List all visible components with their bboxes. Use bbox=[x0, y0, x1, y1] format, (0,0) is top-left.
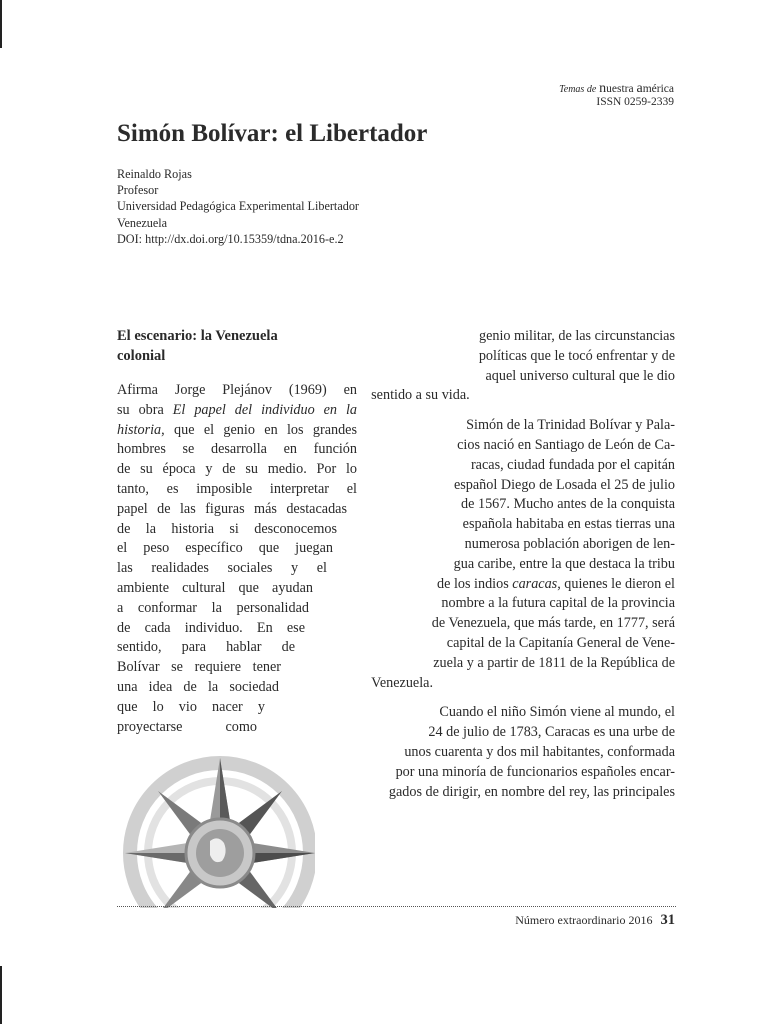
paragraph-2 bbox=[371, 416, 675, 693]
body-paragraph bbox=[117, 381, 357, 737]
paragraph-1 bbox=[371, 327, 675, 406]
text-line: de su época y de su medio. Por lo bbox=[117, 461, 357, 478]
text-line: proyectarse como bbox=[117, 718, 257, 735]
text-line: por una minoría de funcionarios españoles encar- bbox=[395, 763, 675, 780]
text-line: papel de las figuras más destacadas bbox=[117, 500, 347, 517]
page-number: 31 bbox=[660, 912, 675, 928]
section-heading-line2: colonial bbox=[117, 347, 166, 364]
text-fragment: , que el genio en los grandes bbox=[161, 421, 357, 438]
journal-name-a: a bbox=[636, 81, 643, 96]
text-line: que lo vio nacer y bbox=[117, 698, 265, 715]
text-line: a conformar la personalidad bbox=[117, 599, 309, 616]
book-title: El papel del individuo en la bbox=[172, 401, 358, 418]
section-heading-line1: El escenario: la Venezuela bbox=[117, 328, 278, 344]
text-line: de 1567. Mucho antes de la conquista bbox=[461, 496, 675, 513]
text-line: políticas que le tocó enfrentar y de bbox=[478, 347, 675, 364]
text-line: español Diego de Losada el 25 de julio bbox=[453, 476, 675, 493]
issn: ISSN 0259-2339 bbox=[596, 96, 674, 108]
journal-name bbox=[559, 82, 674, 96]
issue-label: Número extraordinario 2016 bbox=[515, 913, 653, 927]
text-fragment: su obra bbox=[117, 401, 164, 418]
paragraph-gap bbox=[371, 693, 675, 703]
journal-header bbox=[559, 82, 674, 109]
page-footer bbox=[515, 912, 675, 929]
text-line: Venezuela. bbox=[371, 674, 433, 691]
text-fragment: de los indios bbox=[437, 575, 513, 592]
text-line: hombres se desarrolla en función bbox=[117, 441, 357, 458]
text-line: Bolívar se requiere tener bbox=[117, 659, 281, 676]
article-title: Simón Bolívar: el Libertador bbox=[117, 120, 428, 147]
journal-name-italic: Temas de bbox=[559, 84, 597, 95]
text-line: de Venezuela, que más tarde, en 1777, será bbox=[431, 615, 675, 632]
paragraph-3 bbox=[371, 703, 675, 802]
author-role: Profesor bbox=[117, 183, 159, 198]
author-institution: Universidad Pedagógica Experimental Libertador bbox=[117, 199, 359, 214]
text-fragment: , quienes le dieron el bbox=[557, 575, 675, 592]
text-line bbox=[371, 575, 675, 595]
text-line: sentido, para hablar de bbox=[117, 639, 295, 656]
text-line: Afirma Jorge Plejánov (1969) en bbox=[117, 382, 357, 398]
text-line: española habitaba en estas tierras una bbox=[462, 516, 675, 533]
doi-link[interactable]: DOI: http://dx.doi.org/10.15359/tdna.2016-e.2 bbox=[117, 231, 344, 246]
text-line bbox=[117, 401, 357, 421]
section-heading bbox=[117, 327, 357, 366]
crop-mark-top bbox=[0, 0, 2, 48]
text-line: de cada individuo. En ese bbox=[117, 619, 305, 636]
book-title-end: historia bbox=[117, 421, 162, 438]
author-block bbox=[117, 166, 359, 247]
text-line: unos cuarenta y dos mil habitantes, conformada bbox=[404, 743, 675, 760]
text-line: las realidades sociales y el bbox=[117, 560, 327, 577]
text-line: Simón de la Trinidad Bolívar y Pala- bbox=[466, 417, 675, 434]
text-line: racas, ciudad fundada por el capitán bbox=[470, 456, 675, 473]
text-line: ambiente cultural que ayudan bbox=[117, 579, 313, 596]
left-column bbox=[117, 327, 357, 737]
tribe-name: caracas bbox=[512, 575, 558, 592]
text-line: una idea de la sociedad bbox=[117, 678, 279, 695]
journal-name-end: mérica bbox=[642, 83, 674, 95]
text-line: el peso específico que juegan bbox=[117, 540, 333, 557]
text-line: tanto, es imposible interpretar el bbox=[117, 480, 357, 497]
text-line: zuela y a partir de 1811 de la República de bbox=[433, 654, 675, 671]
text-line: cios nació en Santiago de León de Ca- bbox=[457, 436, 675, 453]
author-name: Reinaldo Rojas bbox=[117, 167, 192, 181]
footer-divider bbox=[117, 906, 676, 907]
crop-mark-bottom bbox=[0, 966, 2, 1024]
journal-name-n: n bbox=[599, 81, 607, 96]
text-line: nombre a la futura capital de la provincia bbox=[441, 595, 675, 612]
author-country: Venezuela bbox=[117, 215, 168, 230]
text-line: capital de la Capitanía General de Vene- bbox=[446, 634, 675, 651]
paragraph-gap bbox=[371, 406, 675, 416]
text-line: sentido a su vida. bbox=[371, 387, 470, 404]
text-line: aquel universo cultural que le dio bbox=[485, 367, 675, 384]
text-line: genio militar, de las circunstancias bbox=[478, 328, 675, 344]
right-column bbox=[371, 327, 675, 802]
text-line: Cuando el niño Simón viene al mundo, el bbox=[439, 704, 675, 721]
text-line: gados de dirigir, en nombre del rey, las principales bbox=[388, 783, 675, 800]
text-line: de la historia si desconocemos bbox=[117, 520, 337, 537]
journal-name-mid: uestra bbox=[606, 83, 637, 95]
text-line: gua caribe, entre la que destaca la tribu bbox=[453, 555, 675, 572]
compass-rose-icon bbox=[115, 748, 315, 908]
text-line: numerosa población aborigen de len- bbox=[464, 535, 675, 552]
text-line: 24 de julio de 1783, Caracas es una urbe de bbox=[428, 724, 675, 741]
text-line bbox=[117, 421, 357, 441]
